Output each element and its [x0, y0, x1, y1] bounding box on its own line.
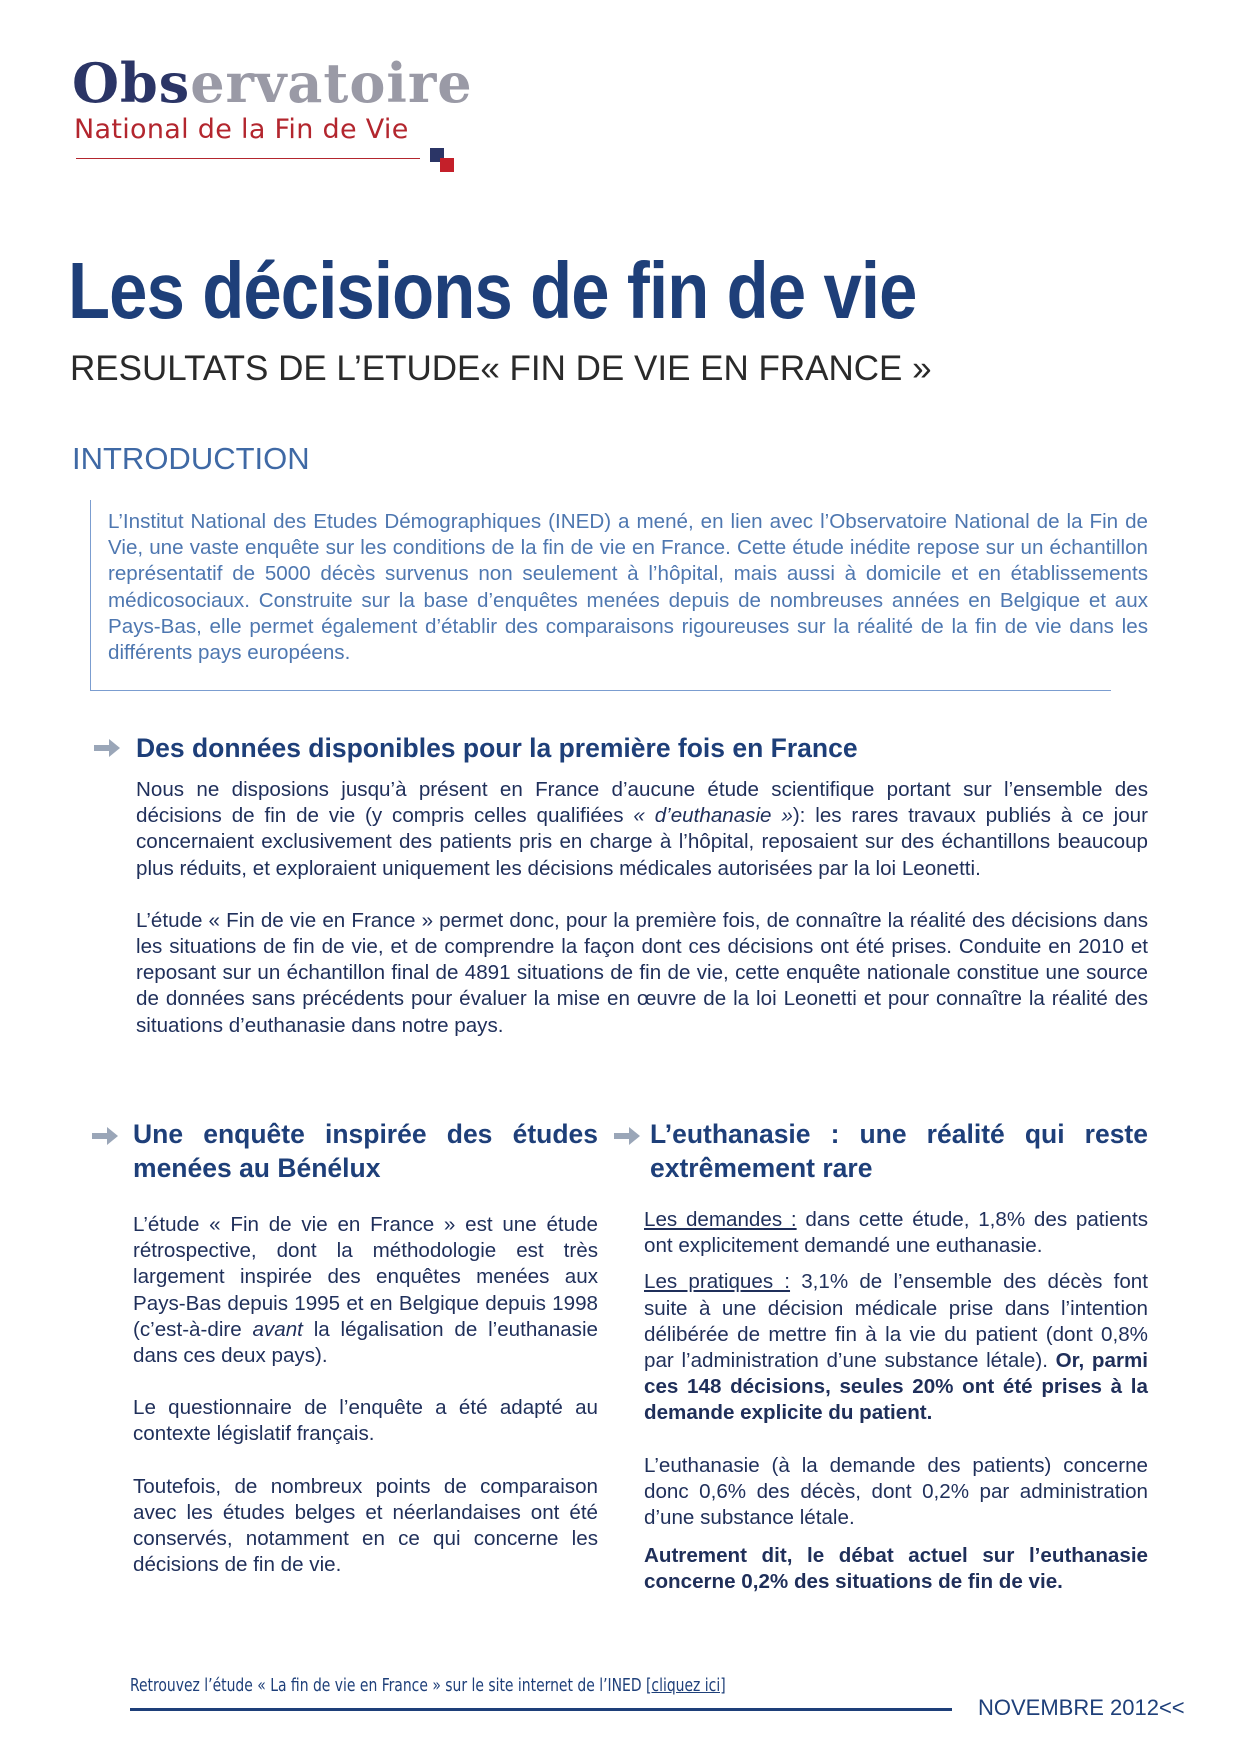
section2-p1-italic: avant: [252, 1317, 303, 1341]
arrow-right-icon: [612, 1122, 642, 1150]
section1-p1-text: Nous ne disposions jusqu’à présent en France d’aucune étude scientifique portant sur l’ensemble des décisions de fin de vie (y compris celles qualifiées: [136, 778, 1148, 828]
section3-pratiques-label: Les pratiques :: [644, 1270, 791, 1294]
section2-p1-text-end: la légalisation de l’euthanasie dans ces deux pays).: [133, 1317, 598, 1368]
section1-p1-text-end: ): les rares travaux publiés à ce jour concernaient exclusivement des patients pris en charge à l’hôpital, reposaient sur des échantillons beaucoup plus réduits, et exploraient uniquement les décisions médicales autorisées par la loi Leonetti.: [136, 804, 1148, 880]
footer-text: [130, 1675, 726, 1696]
section3-p2-bold: Or, parmi ces 148 décisions, seules 20% ont été prises à la demande explicite du patient.: [644, 1349, 1148, 1425]
section1-paragraph1: [136, 777, 1148, 882]
logo-wordmark: [72, 51, 473, 115]
section3-title: L’euthanasie : une réalité qui reste extrêmement rare: [650, 1119, 1148, 1183]
intro-text: L’Institut National des Etudes Démographiques (INED) a mené, en lien avec l’Observatoire National de la Fin de Vie, une vaste enquête sur les conditions de la fin de vie en France. Cette étude inédite repose sur un échantillon représentatif de 5000 décès survenus non seulement à l’hôpital, mais aussi à domicile et en établissements médicosociaux. Construite sur la base d’enquêtes menées depuis de nombreuses années en Belgique et aux Pays-Bas, elle permet également d’établir des comparaisons rigoureuses sur la réalité de la fin de vie dans les différents pays européens.: [108, 510, 1148, 665]
section1-paragraph2: L’étude « Fin de vie en France » permet donc, pour la première fois, de connaître la réalité des décisions dans les situations de fin de vie, et de comprendre la façon dont ces décisions ont été prises. Conduite en 2010 et reposant sur un échantillon final de 4891 situations de fin de vie, cette enquête nationale constitue une source de données sans précédents pour évaluer la mise en œuvre de la loi Leonetti et pour connaître la réalité des situations d’euthanasie dans notre pays.: [136, 908, 1148, 1037]
footer-text-main: Retrouvez l’étude « La fin de vie en France » sur le site internet de l’INED: [130, 1675, 646, 1696]
section3-p2-text: 3,1% de l’ensemble des décès font suite à une décision médicale prise dans l’intention délibérée de mettre fin à la vie du patient (dont 0,8% par l’administration d’une substance létale).: [644, 1270, 1148, 1373]
logo-subtitle: National de la Fin de Vie: [74, 114, 409, 145]
logo-square-red-icon: [440, 158, 454, 172]
section3-paragraph1: [644, 1207, 1148, 1259]
footer-date: NOVEMBRE 2012<<: [978, 1695, 1185, 1720]
section2-paragraph1: [133, 1212, 598, 1369]
section3-demandes-label: Les demandes :: [644, 1208, 797, 1231]
section3-p1-text: dans cette étude, 1,8% des patients ont explicitement demandé une euthanasie.: [644, 1208, 1148, 1258]
section3-paragraph2: [644, 1269, 1148, 1426]
logo-word-initial: Obs: [72, 51, 191, 115]
logo-divider: [76, 158, 420, 159]
page-title: Les décisions de fin de vie: [68, 246, 917, 335]
section1-p1-italic: « d’euthanasie »: [633, 804, 793, 828]
section3-body: [644, 1207, 1148, 1622]
section2-paragraph2: Le questionnaire de l’enquête a été adapté au contexte législatif français.: [133, 1396, 598, 1446]
footer-link[interactable]: [cliquez ici]: [645, 1675, 726, 1696]
section1-body: [136, 777, 1148, 1065]
arrow-right-icon: [92, 734, 122, 762]
section1-title: Des données disponibles pour la première fois en France: [136, 733, 858, 763]
section3-paragraph4: Autrement dit, le débat actuel sur l’euthanasie concerne 0,2% des situations de fin de vie.: [644, 1544, 1148, 1594]
arrow-right-icon: [90, 1122, 120, 1150]
section2-title: Une enquête inspirée des études menées au Bénélux: [133, 1119, 598, 1183]
section2-p1-text: L’étude « Fin de vie en France » est une étude rétrospective, dont la méthodologie est très largement inspirée des enquêtes menées aux Pays-Bas depuis 1995 et en Belgique depuis 1998 (c’est-à-dire: [133, 1213, 598, 1341]
section2-body: [133, 1212, 598, 1604]
intro-heading: INTRODUCTION: [72, 441, 310, 476]
section3-paragraph3: L’euthanasie (à la demande des patients) concerne donc 0,6% des décès, dont 0,2% par administration d’une substance létale.: [644, 1453, 1148, 1530]
logo-word-rest: ervatoire: [190, 51, 473, 115]
section2-paragraph3: Toutefois, de nombreux points de comparaison avec les études belges et néerlandaises ont été conservés, notamment en ce qui concerne les décisions de fin de vie.: [133, 1474, 598, 1577]
page-subtitle: RESULTATS DE L’ETUDE« FIN DE VIE EN FRANCE »: [70, 349, 932, 388]
footer-divider: [130, 1708, 952, 1711]
